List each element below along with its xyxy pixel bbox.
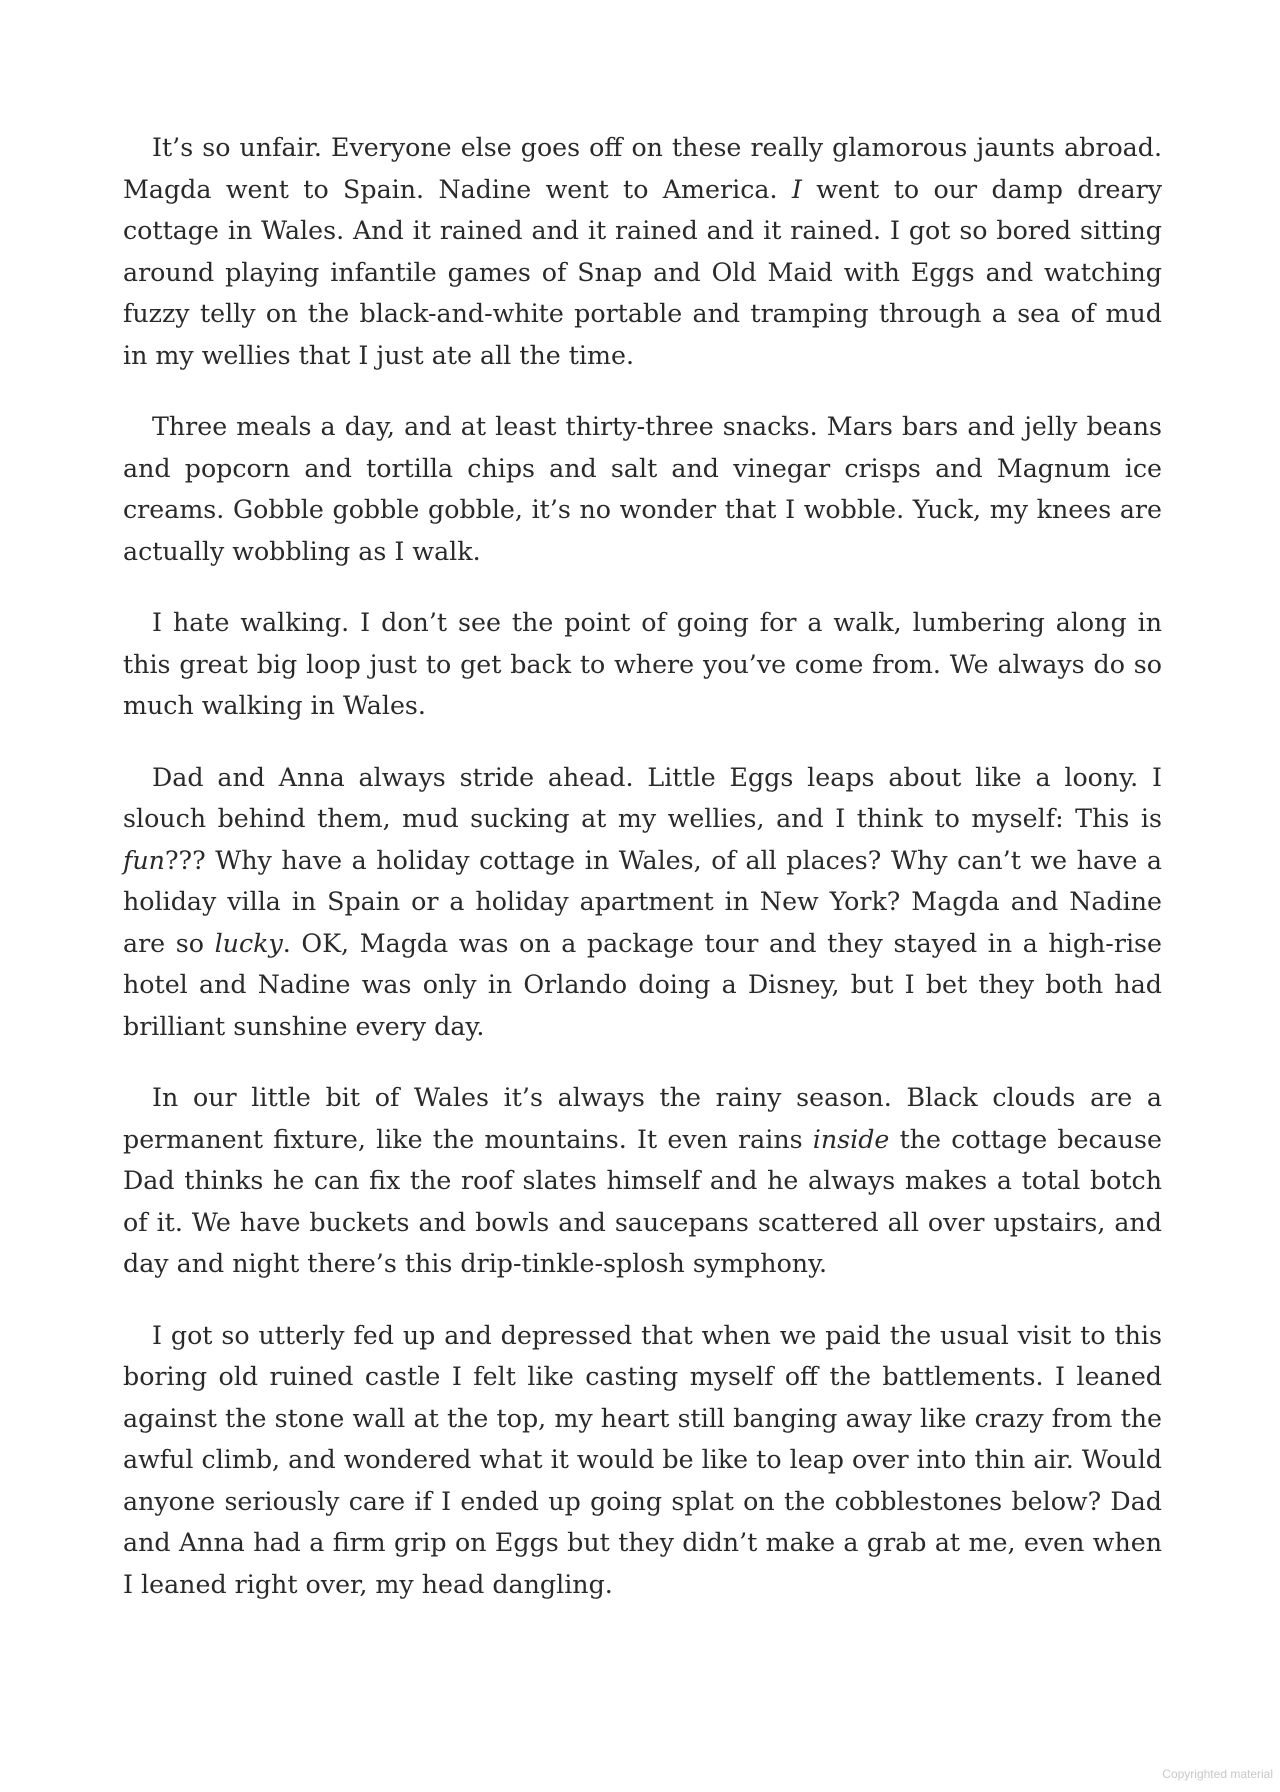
text-run: went to our damp dreary cottage in Wales. And it rained and it rained and it rained. I got so bored sitting around playing infantile games of Snap and Old Maid with Eggs and watching fuzzy telly on the black-and-white portable and tramping through a sea of mud in my wellies that I just ate all the time. xyxy=(123,174,1162,370)
text-run: It’s so unfair. Everyone else goes off on these really glamorous jaunts abroad. Magda went to Spain. Nadine went to America. xyxy=(123,133,1162,204)
emphasis-run: I xyxy=(791,174,802,204)
text-run: I got so utterly fed up and depressed that when we paid the usual visit to this boring old ruined castle I felt like casting myself off the battlements. I leaned against the stone wall at the top, my heart still banging away like crazy from the awful climb, and wondered what it would be like to leap over into thin air. Would anyone seriously care if I ended up going splat on the cobblestones below? Dad and Anna had a firm grip on Eggs but they didn’t make a grab at me, even when I leaned right over, my head dangling. xyxy=(123,1320,1162,1599)
paragraph xyxy=(123,757,1162,1048)
text-run: the cottage because Dad thinks he can fix the roof slates himself and he always makes a total botch of it. We have buckets and bowls and saucepans scattered all over upstairs, and day and night there’s this drip-tinkle-splosh symphony. xyxy=(123,1124,1163,1278)
text-run: Three meals a day, and at least thirty-three snacks. Mars bars and jelly beans and popcorn and tortilla chips and salt and vinegar crisps and Magnum ice creams. Gobble gobble gobble, it’s no wonder that I wobble. Yuck, my knees are actually wobbling as I walk. xyxy=(123,412,1162,566)
paragraph xyxy=(123,1077,1162,1285)
page-body xyxy=(123,127,1162,1605)
text-run: . OK, Magda was on a package tour and they stayed in a high-rise hotel and Nadine was only in Orlando doing a Disney, but I bet they both had brilliant sunshine every day. xyxy=(123,928,1162,1041)
text-run: Dad and Anna always stride ahead. Little Eggs leaps about like a loony. I slouch behind them, mud sucking at my wellies, and I think to myself: This is xyxy=(123,762,1162,833)
text-run: In our little bit of Wales it’s always the rainy season. Black clouds are a permanent fixture, like the mountains. It even rains xyxy=(123,1083,1162,1154)
emphasis-run: lucky xyxy=(214,928,283,958)
text-run: I hate walking. I don’t see the point of going for a walk, lumbering along in this great big loop just to get back to where you’ve come from. We always do so much walking in Wales. xyxy=(123,608,1162,720)
emphasis-run: fun xyxy=(123,845,165,875)
emphasis-run: inside xyxy=(812,1124,890,1154)
paragraph xyxy=(123,602,1162,727)
paragraph xyxy=(123,127,1162,376)
paragraph xyxy=(123,406,1162,572)
text-run: ??? Why have a holiday cottage in Wales, of all places? Why can’t we have a holiday villa in Spain or a holiday apartment in New York? Magda and Nadine are so xyxy=(123,845,1162,958)
copyright-watermark: Copyrighted material xyxy=(1162,1767,1273,1781)
paragraph xyxy=(123,1315,1162,1606)
